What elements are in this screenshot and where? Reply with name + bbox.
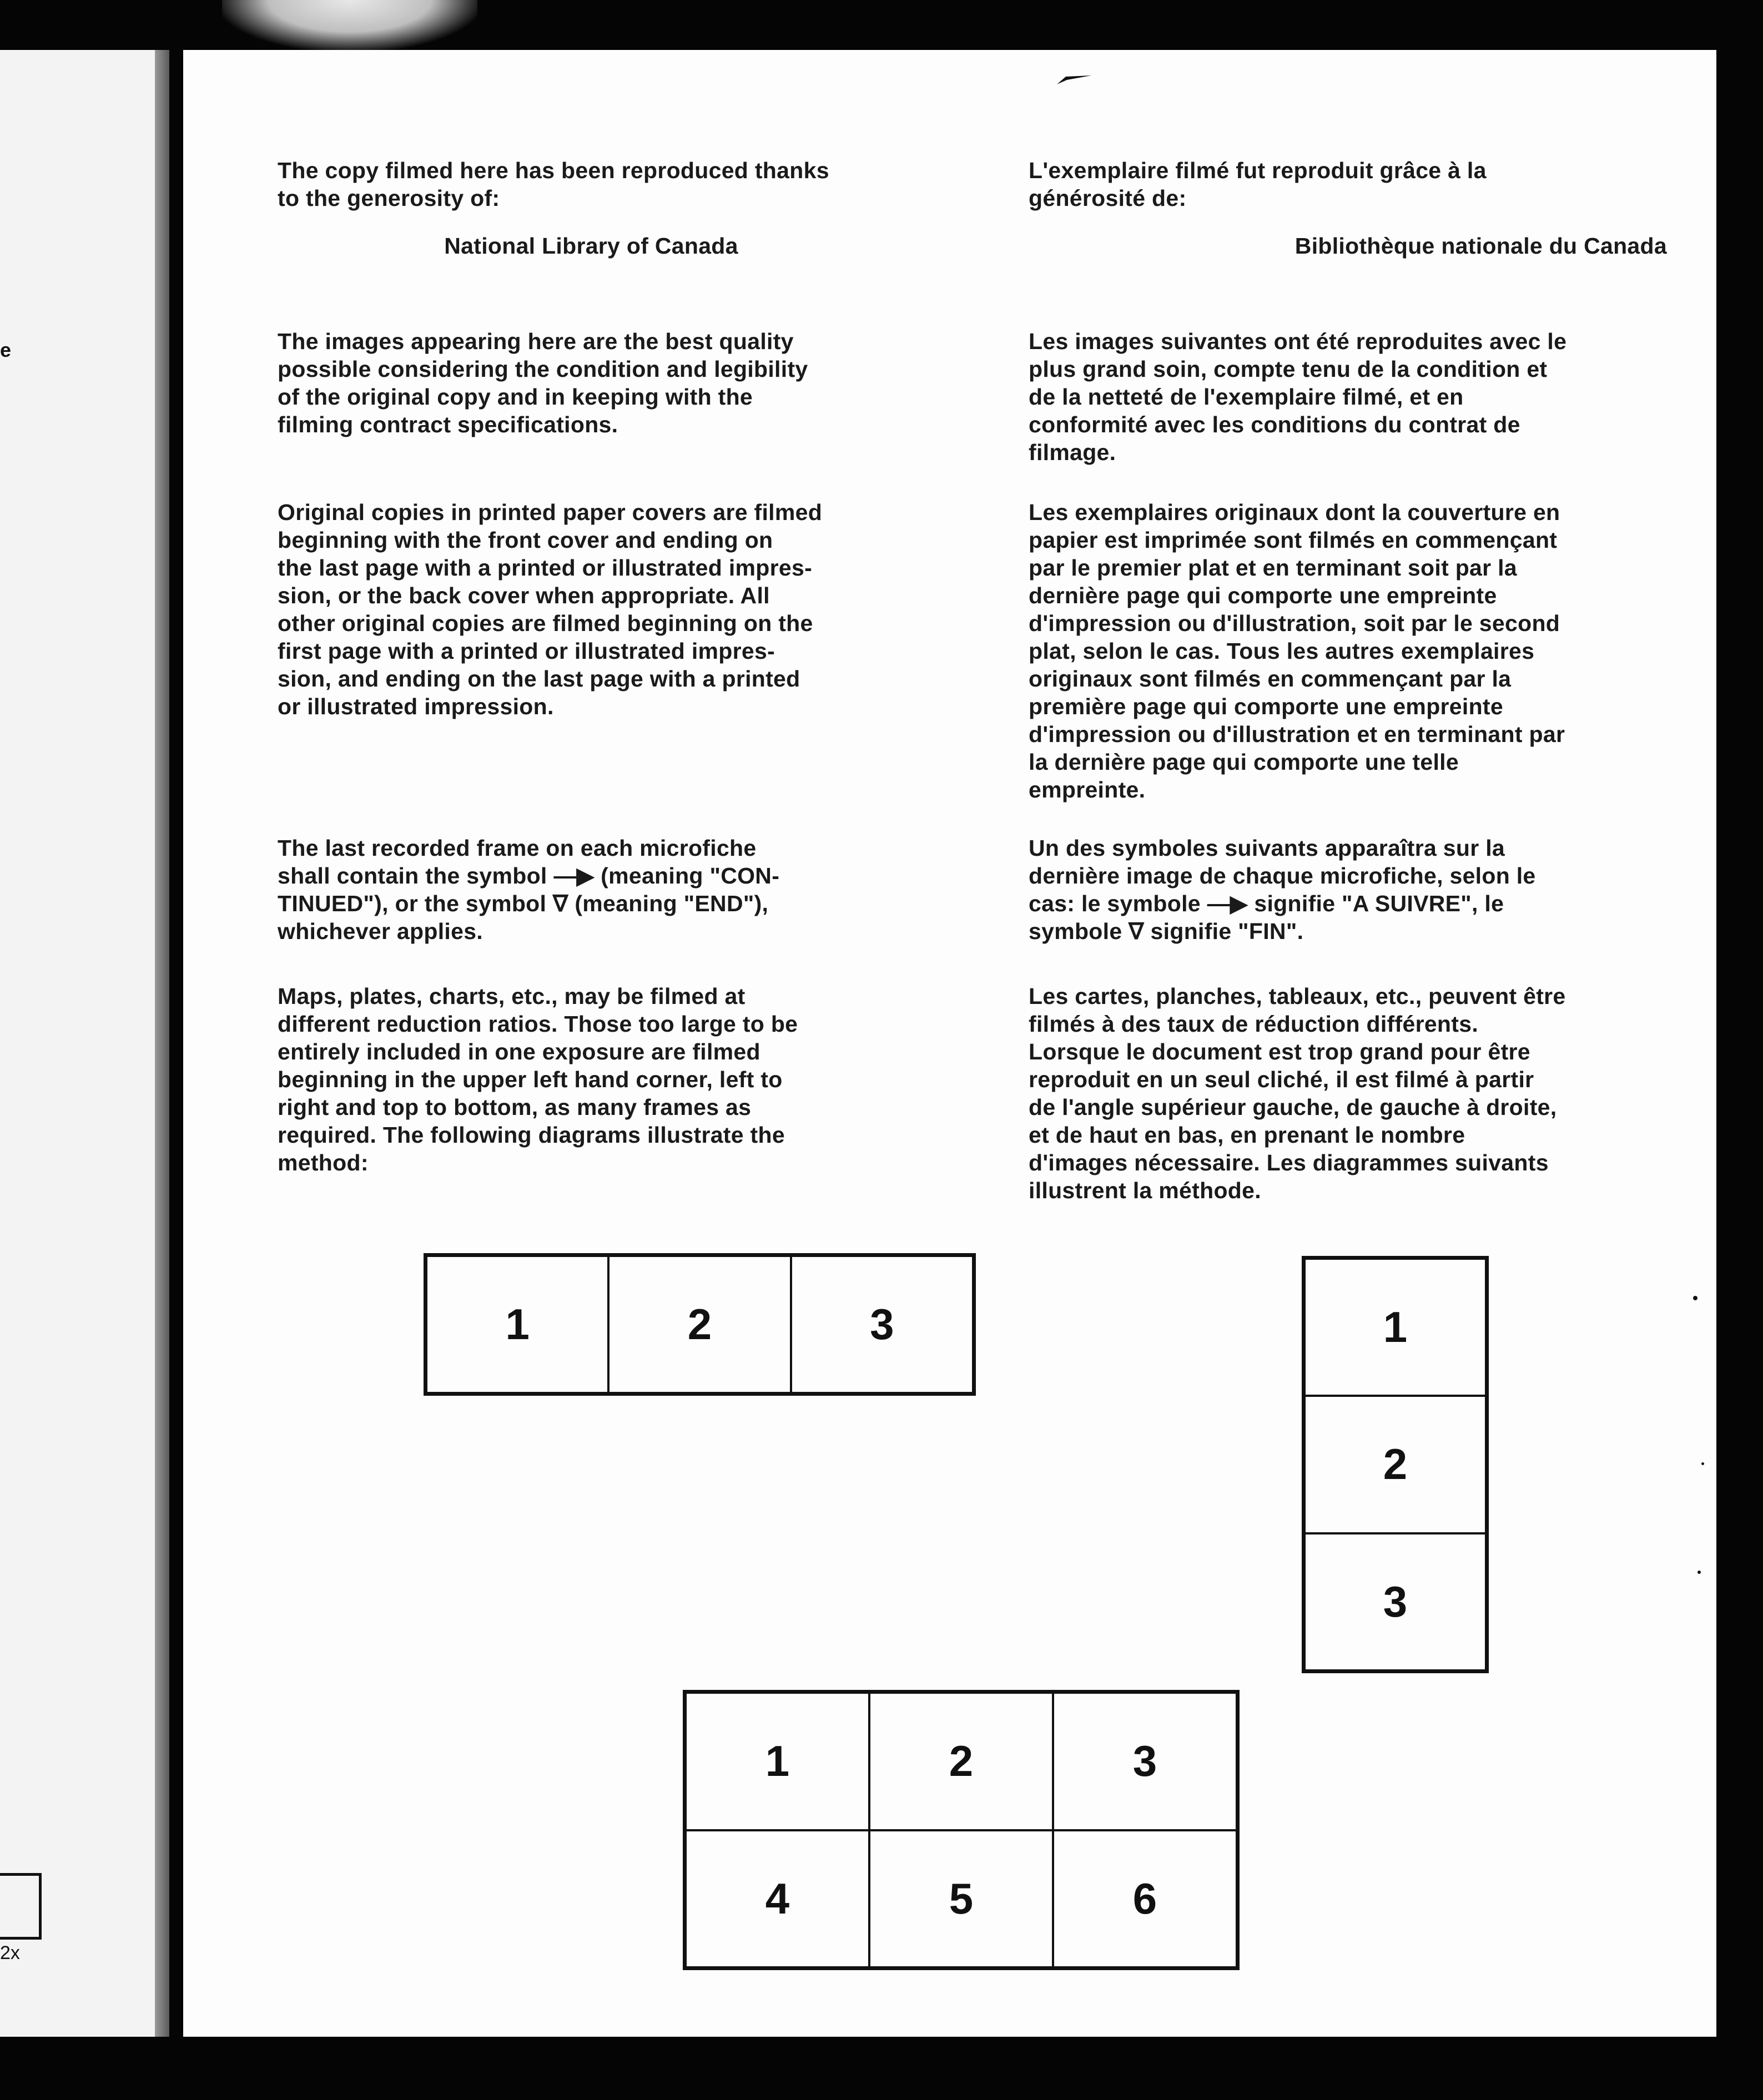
arrow-mark-icon: [1055, 72, 1094, 87]
microfiche-target-page: [183, 50, 1716, 2037]
page-edge-shadow: [155, 50, 169, 2037]
frame-cell: 5: [869, 1830, 1053, 1968]
frame-cell: 2: [869, 1693, 1053, 1830]
french-symbols: Un des symboles suivants apparaîtra sur la dernière image de chaque microfiche, selon le cas: le symbole —▶ signifie "A SUIVRE", le symbole ∇ signifie "FIN".: [1029, 835, 1536, 944]
scan-speck: [1697, 1571, 1701, 1574]
reduction-box: [0, 1873, 42, 1940]
french-quality: Les images suivantes ont été reproduites avec le plus grand soin, compte tenu de la condition et de la netteté de l'exemplaire filmé, et en conformité avec les conditions du contrat de filmage.: [1029, 329, 1567, 465]
frame-cell: 6: [1053, 1830, 1237, 1968]
french-maps: Les cartes, planches, tableaux, etc., peuvent être filmés à des taux de réduction différents. Lorsque le document est trop grand pour être reproduit en un seul cliché, il est filmé à partir de l'angle supérieur gauche, de gauche à droite, et de haut en bas, en prenant le nombre d'images nécessaire. Les diagrammes suivants illustrent la méthode.: [1029, 983, 1566, 1203]
english-symbols: The last recorded frame on each microfiche shall contain the symbol —▶ (meaning "CON- TINUED"), or the symbol ∇ (meaning "END"), whichever applies.: [278, 835, 780, 944]
french-thanks: L'exemplaire filmé fut reproduit grâce à la générosité de:: [1029, 158, 1487, 211]
french-covers: Les exemplaires originaux dont la couverture en papier est imprimée sont filmés en commençant par le premier plat et en terminant soit par la dernière page qui comporte une empreinte d'impression ou d'illustration, soit par le second plat, selon le cas. Tous les autres exemplaires originaux sont filmés en commençant par la première page qui comporte une empreinte d'impression ou d'illustration et en terminant par la dernière page qui comporte une telle empreinte.: [1029, 499, 1565, 802]
english-maps: Maps, plates, charts, etc., may be filmed at different reduction ratios. Those too large to be entirely included in one exposure are filmed beginning in the upper left hand corner, left to right and top to bottom, as many frames as required. The following diagrams illustrate the method:: [278, 983, 798, 1175]
frame-cell: 2: [1304, 1396, 1486, 1533]
scan-speck: [1701, 1462, 1704, 1465]
vertical-frame-diagram: [1302, 1256, 1489, 1673]
english-thanks: The copy filmed here has been reproduced thanks to the generosity of:: [278, 158, 829, 211]
adjacent-page: [0, 50, 169, 2037]
adjacent-page-letter: e: [0, 339, 12, 361]
grid-frame-diagram: [683, 1690, 1240, 1970]
frame-cell: 1: [686, 1693, 869, 1830]
french-institution: Bibliothèque nationale du Canada: [1294, 233, 1667, 259]
english-quality: The images appearing here are the best quality possible considering the condition and legibility of the original copy and in keeping with the filming contract specifications.: [278, 329, 808, 437]
frame-cell: 3: [1304, 1533, 1486, 1670]
english-institution: National Library of Canada: [444, 233, 738, 259]
english-covers: Original copies in printed paper covers are filmed beginning with the front cover and ending on the last page with a printed or illustrated impres- sion, or the back cover when appropriate. All other original copies are filmed beginning on the first page with a printed or illustrated impres- sion, and ending on the last page with a printed or illustrated impression.: [278, 499, 823, 719]
scan-speck: [1693, 1296, 1697, 1300]
frame-cell: 3: [791, 1256, 973, 1393]
scan-artifact: [222, 0, 477, 50]
frame-cell: 1: [1304, 1259, 1486, 1396]
horizontal-frame-diagram: [424, 1253, 976, 1396]
frame-cell: 4: [686, 1830, 869, 1968]
frame-cell: 2: [608, 1256, 790, 1393]
reduction-label: 2x: [0, 1942, 20, 1963]
frame-cell: 3: [1053, 1693, 1237, 1830]
frame-cell: 1: [426, 1256, 608, 1393]
